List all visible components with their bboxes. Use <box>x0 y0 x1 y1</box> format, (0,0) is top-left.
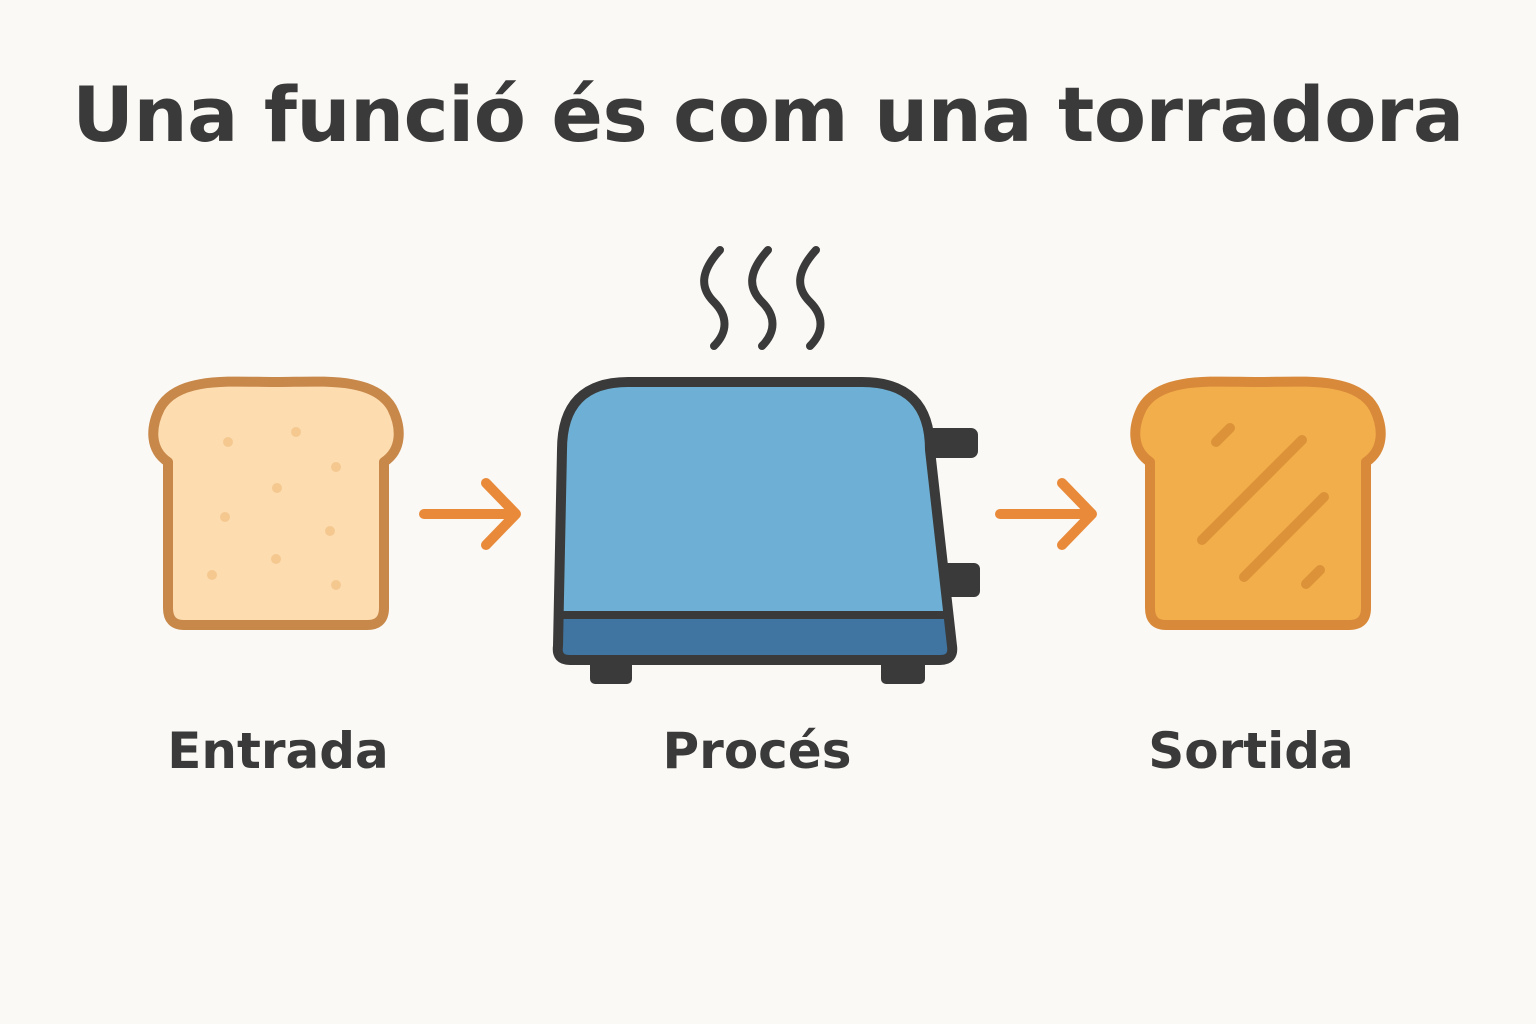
toaster-base <box>558 615 953 660</box>
bread-slice-icon <box>153 382 398 625</box>
label-output: Sortida <box>1148 722 1354 780</box>
toast-slice-icon <box>1135 382 1380 625</box>
arrow-right-icon <box>1000 483 1092 545</box>
toaster-icon <box>558 382 980 684</box>
steam-icon <box>704 250 820 346</box>
diagram-title: Una funció és com una torradora <box>72 70 1464 159</box>
label-input: Entrada <box>167 722 389 780</box>
arrow-right-icon <box>424 483 516 545</box>
label-process: Procés <box>662 722 852 780</box>
